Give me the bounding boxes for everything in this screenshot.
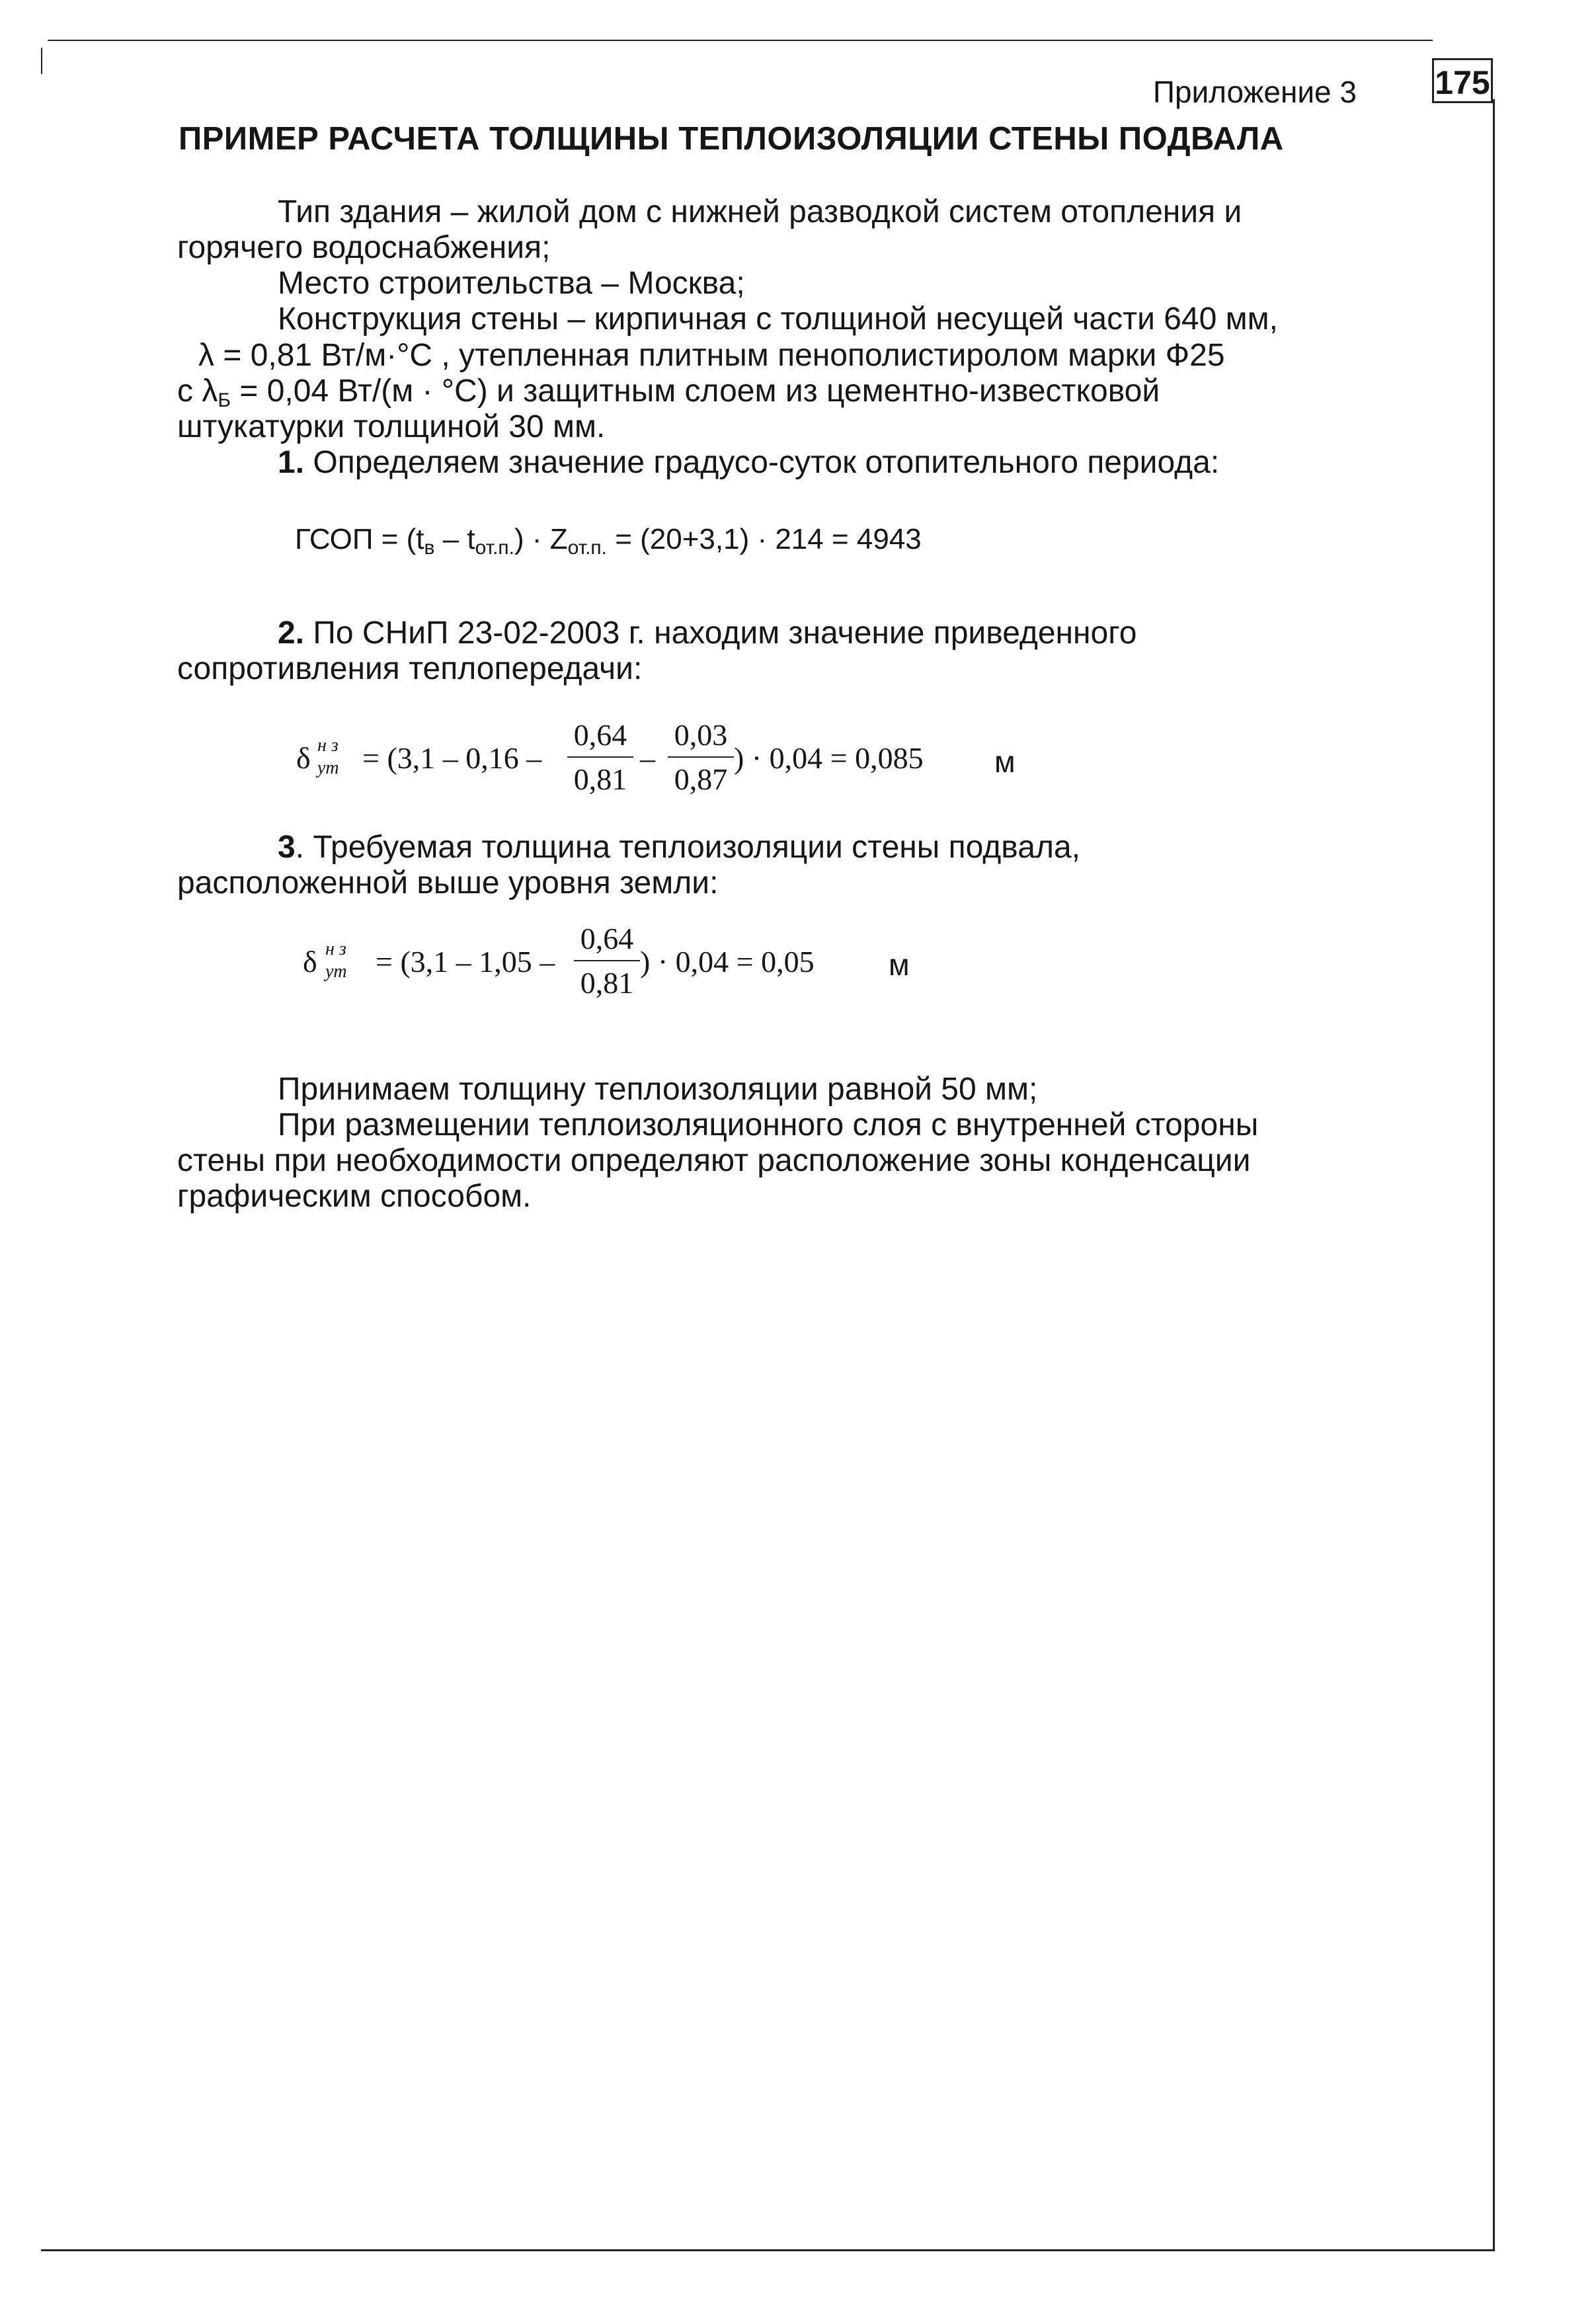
step3-delta-sup: н з — [325, 939, 346, 959]
intro-line-1: Тип здания – жилой дом с нижней разводкой систем отопления и — [278, 194, 1242, 229]
conclusion-line-2: При размещении теплоизоляционного слоя с внутренней стороны — [278, 1107, 1259, 1142]
appendix-label: Приложение 3 — [1152, 75, 1357, 109]
step2-frac2-denominator: 0,87 — [674, 762, 728, 796]
step3-delta-sub: ут — [325, 961, 347, 982]
step3-frac-bar — [574, 960, 640, 961]
page-frame-right — [1493, 99, 1495, 2249]
gsop-formula: ГСОП = $(t_в - t_{от.п.}) \cdot Z_{от.п.} = (20+3,1) \cdot 214 = 4943$ — [295, 523, 922, 559]
step3-heading: 3. Требуемая толщина теплоизоляции стены подвала, — [278, 830, 1080, 865]
page-title: ПРИМЕР РАСЧЕТА ТОЛЩИНЫ ТЕПЛОИЗОЛЯЦИИ СТЕНЫ ПОДВАЛА — [179, 121, 1284, 157]
step3-delta: δ — [303, 945, 317, 979]
step3-formula-lhs: = (3,1 – 1,05 – — [376, 945, 555, 979]
conclusion-line-3: стены при необходимости определяют расположение зоны конденсации — [177, 1143, 1251, 1178]
step2-delta-sup: н з — [317, 735, 339, 756]
intro-line-2: горячего водоснабжения; — [177, 230, 551, 265]
step2-frac2-numerator: 0,03 — [674, 718, 728, 752]
step3-unit: м — [889, 947, 910, 982]
step3-frac-numerator: 0,64 — [580, 922, 634, 955]
step2-unit: м — [994, 744, 1016, 779]
step3-frac-denominator: 0,81 — [580, 966, 634, 1000]
step2-formula-rhs: ) · 0,04 = 0,085 — [734, 741, 924, 775]
step2-fraction-1 — [567, 717, 633, 797]
conclusion-line-1: Принимаем толщину теплоизоляции равной 50 мм; — [278, 1072, 1038, 1107]
intro-line-6: с $\lambda_Б = 0,04$ Вт/(м · °С) и защитным слоем из цементно-известковой — [177, 374, 1160, 411]
step2-frac1-bar — [567, 756, 633, 758]
page-number: 175 — [1432, 58, 1493, 103]
step3-heading-cont: расположенной выше уровня земли: — [177, 865, 719, 901]
step2-heading: 2. По СНиП 23-02-2003 г. находим значение приведенного — [278, 616, 1137, 651]
step2-frac2-bar — [668, 756, 734, 758]
step3-fraction — [574, 921, 640, 1000]
page-frame-bottom — [41, 2249, 1495, 2251]
intro-line-7: штукатурки толщиной 30 мм. — [177, 409, 606, 444]
intro-line-5: λ = 0,81 Вт/м·°С , утепленная плитным пенополистиролом марки Ф25 — [198, 338, 1225, 373]
conclusion-line-4: графическим способом. — [177, 1179, 532, 1214]
step2-delta: δ — [296, 741, 311, 775]
intro-line-4: Конструкция стены – кирпичная с толщиной несущей части 640 мм, — [278, 301, 1278, 337]
step2-minus: – — [640, 741, 655, 775]
page-frame-top — [48, 40, 1433, 41]
step3-formula-rhs: ) · 0,04 = 0,05 — [640, 945, 815, 979]
step2-frac1-numerator: 0,64 — [573, 718, 627, 752]
step2-formula-lhs: = (3,1 – 0,16 – — [362, 741, 542, 775]
step2-heading-cont: сопротивления теплопередачи: — [177, 651, 643, 686]
step2-delta-sub: ут — [317, 758, 339, 778]
page-frame-left — [41, 48, 42, 74]
step1-heading: 1. Определяем значение градусо-суток отопительного периода: — [278, 445, 1220, 480]
intro-line-3: Место строительства – Москва; — [278, 266, 745, 301]
step2-frac1-denominator: 0,81 — [573, 762, 627, 796]
step2-fraction-2 — [668, 717, 734, 797]
